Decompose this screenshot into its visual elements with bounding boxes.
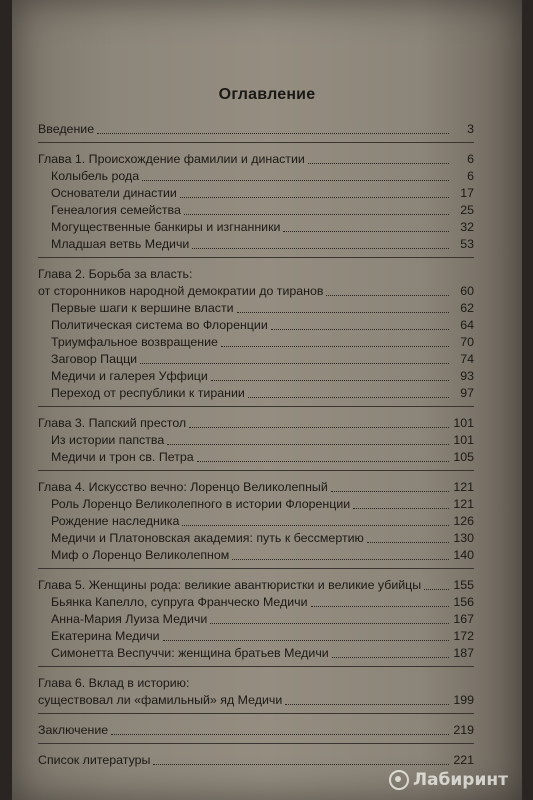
toc-subentry bbox=[38, 496, 474, 513]
dot-leader bbox=[140, 362, 449, 364]
toc-entry-title: Роль Лоренцо Великолепного в истории Флоренции bbox=[51, 497, 351, 511]
toc-page-number: 156 bbox=[453, 595, 474, 609]
toc-page-number: 172 bbox=[453, 629, 474, 643]
toc-section bbox=[38, 121, 474, 143]
toc-entry bbox=[38, 151, 474, 168]
book-page bbox=[12, 0, 522, 800]
dot-leader bbox=[326, 294, 449, 296]
toc-entry-title: Триумфальное возвращение bbox=[51, 335, 218, 349]
toc-subentry bbox=[38, 449, 474, 466]
toc-entry-title: Могущественные банкиры и изгнанники bbox=[51, 220, 281, 234]
toc-entry bbox=[38, 675, 474, 692]
toc-page-number: 121 bbox=[453, 480, 474, 494]
dot-leader bbox=[248, 396, 449, 398]
toc-entry-title: Колыбель рода bbox=[51, 169, 140, 183]
page-title: Оглавление bbox=[218, 86, 316, 103]
dot-leader bbox=[111, 733, 449, 735]
toc-subentry bbox=[38, 645, 474, 662]
toc-entry-title: Глава 1. Происхождение фамилии и династии bbox=[38, 152, 305, 166]
toc-entry bbox=[38, 479, 474, 496]
dot-leader bbox=[285, 703, 449, 705]
toc-entry-title: Первые шаги к вершине власти bbox=[51, 301, 234, 315]
dot-leader bbox=[210, 622, 449, 624]
toc-page-number: 101 bbox=[453, 433, 474, 447]
toc-entry-title: Из истории папства bbox=[51, 433, 165, 447]
toc-page-number: 74 bbox=[460, 352, 474, 366]
watermark-text: Лабиринт bbox=[412, 770, 508, 790]
toc-entry-title: Основатели династии bbox=[51, 186, 177, 200]
toc-page-number: 62 bbox=[460, 301, 474, 315]
toc-subentry bbox=[38, 219, 474, 236]
toc-page-number: 32 bbox=[460, 220, 474, 234]
toc-page-number: 105 bbox=[453, 450, 474, 464]
toc-page-number: 64 bbox=[460, 318, 474, 332]
toc-entry-title: Симонетта Веспуччи: женщина братьев Медичи bbox=[51, 646, 329, 660]
toc-page-number: 6 bbox=[467, 152, 474, 166]
dot-leader bbox=[271, 328, 449, 330]
toc-entry bbox=[38, 266, 474, 283]
dot-leader bbox=[308, 162, 449, 164]
dot-leader bbox=[182, 524, 449, 526]
toc-subentry bbox=[38, 368, 474, 385]
toc-entry-title: от сторонников народной демократии до тиранов bbox=[38, 284, 324, 298]
toc-subentry bbox=[38, 185, 474, 202]
toc-subentry bbox=[38, 513, 474, 530]
watermark bbox=[389, 770, 508, 790]
toc-page-number: 167 bbox=[453, 612, 474, 626]
toc-subentry bbox=[38, 530, 474, 547]
toc-section bbox=[38, 266, 474, 407]
table-of-contents bbox=[38, 121, 474, 782]
toc-subentry bbox=[38, 594, 474, 611]
toc-entry-title: Переход от республики к тирании bbox=[51, 386, 245, 400]
dot-leader bbox=[184, 213, 449, 215]
toc-entry-title: Анна-Мария Луиза Медичи bbox=[51, 612, 208, 626]
toc-entry-title: Медичи и трон св. Петра bbox=[51, 450, 194, 464]
toc-page-number: 60 bbox=[460, 284, 474, 298]
toc-page-number: 17 bbox=[460, 186, 474, 200]
toc-entry-title: Введение bbox=[38, 122, 95, 136]
toc-entry-title: Глава 2. Борьба за власть: bbox=[38, 267, 193, 281]
toc-subentry bbox=[38, 385, 474, 402]
dot-leader bbox=[331, 490, 449, 492]
toc-section bbox=[38, 479, 474, 569]
toc-entry bbox=[38, 415, 474, 432]
dot-leader bbox=[167, 443, 449, 445]
toc-page-number: 219 bbox=[453, 723, 474, 737]
toc-page-number: 121 bbox=[453, 497, 474, 511]
toc-entry-title: Глава 3. Папский престол bbox=[38, 416, 187, 430]
toc-subentry bbox=[38, 334, 474, 351]
dot-leader bbox=[237, 311, 449, 313]
toc-entry-title: Заключение bbox=[38, 723, 109, 737]
toc-subentry bbox=[38, 317, 474, 334]
toc-entry-title: Глава 4. Искусство вечно: Лоренцо Великолепный bbox=[38, 480, 328, 494]
toc-entry-title: Глава 5. Женщины рода: великие авантюристки и великие убийцы bbox=[38, 578, 422, 592]
toc-subentry bbox=[38, 628, 474, 645]
dot-leader bbox=[367, 541, 449, 543]
dot-leader bbox=[180, 196, 449, 198]
dot-leader bbox=[163, 639, 449, 641]
toc-subentry bbox=[38, 547, 474, 564]
toc-entry bbox=[38, 577, 474, 594]
toc-entry bbox=[38, 692, 474, 709]
toc-subentry bbox=[38, 236, 474, 253]
toc-entry-title: Генеалогия семейства bbox=[51, 203, 181, 217]
toc-page-number: 25 bbox=[460, 203, 474, 217]
toc-section bbox=[38, 151, 474, 258]
toc-subentry bbox=[38, 168, 474, 185]
toc-entry-title: Медичи и галерея Уффици bbox=[51, 369, 208, 383]
toc-page-number: 6 bbox=[467, 169, 474, 183]
toc-entry-title: Политическая система во Флоренции bbox=[51, 318, 268, 332]
dot-leader bbox=[142, 179, 449, 181]
dot-leader bbox=[153, 763, 449, 765]
toc-entry bbox=[38, 722, 474, 739]
toc-page-number: 3 bbox=[467, 122, 474, 136]
toc-page-number: 221 bbox=[453, 753, 474, 767]
toc-entry bbox=[38, 752, 474, 769]
toc-page-number: 140 bbox=[453, 548, 474, 562]
dot-leader bbox=[189, 426, 449, 428]
toc-page-number: 199 bbox=[453, 693, 474, 707]
toc-page-number: 70 bbox=[460, 335, 474, 349]
toc-subentry bbox=[38, 432, 474, 449]
toc-section bbox=[38, 722, 474, 744]
dot-leader bbox=[332, 656, 449, 658]
labirint-logo-icon bbox=[389, 770, 409, 790]
toc-entry-title: Бьянка Капелло, супруга Франческо Медичи bbox=[51, 595, 308, 609]
dot-leader bbox=[311, 605, 449, 607]
toc-section bbox=[38, 675, 474, 714]
dot-leader bbox=[424, 588, 449, 590]
toc-entry-title: Младшая ветвь Медичи bbox=[51, 237, 190, 251]
toc-page-number: 97 bbox=[460, 386, 474, 400]
dot-leader bbox=[192, 247, 449, 249]
toc-page-number: 53 bbox=[460, 237, 474, 251]
toc-entry-title: Рождение наследника bbox=[51, 514, 180, 528]
toc-subentry bbox=[38, 351, 474, 368]
toc-entry bbox=[38, 283, 474, 300]
toc-entry-title: существовал ли «фамильный» яд Медичи bbox=[38, 693, 283, 707]
toc-page-number: 130 bbox=[453, 531, 474, 545]
dot-leader bbox=[197, 460, 449, 462]
toc-entry-title: Екатерина Медичи bbox=[51, 629, 160, 643]
toc-section bbox=[38, 415, 474, 471]
toc-entry bbox=[38, 121, 474, 138]
dot-leader bbox=[211, 379, 449, 381]
toc-page-number: 126 bbox=[453, 514, 474, 528]
toc-subentry bbox=[38, 202, 474, 219]
toc-entry-title: Медичи и Платоновская академия: путь к бессмертию bbox=[51, 531, 364, 545]
toc-subentry bbox=[38, 300, 474, 317]
toc-page-number: 187 bbox=[453, 646, 474, 660]
toc-page-number: 155 bbox=[453, 578, 474, 592]
toc-page-number: 101 bbox=[453, 416, 474, 430]
dot-leader bbox=[232, 558, 449, 560]
dot-leader bbox=[97, 132, 449, 134]
toc-entry-title: Глава 6. Вклад в историю: bbox=[38, 676, 190, 690]
toc-page-number: 93 bbox=[460, 369, 474, 383]
dot-leader bbox=[353, 507, 449, 509]
toc-entry-title: Список литературы bbox=[38, 753, 151, 767]
dot-leader bbox=[221, 345, 449, 347]
toc-subentry bbox=[38, 611, 474, 628]
toc-entry-title: Миф о Лоренцо Великолепном bbox=[51, 548, 230, 562]
toc-entry-title: Заговор Пацци bbox=[51, 352, 138, 366]
dot-leader bbox=[283, 230, 449, 232]
toc-section bbox=[38, 577, 474, 667]
